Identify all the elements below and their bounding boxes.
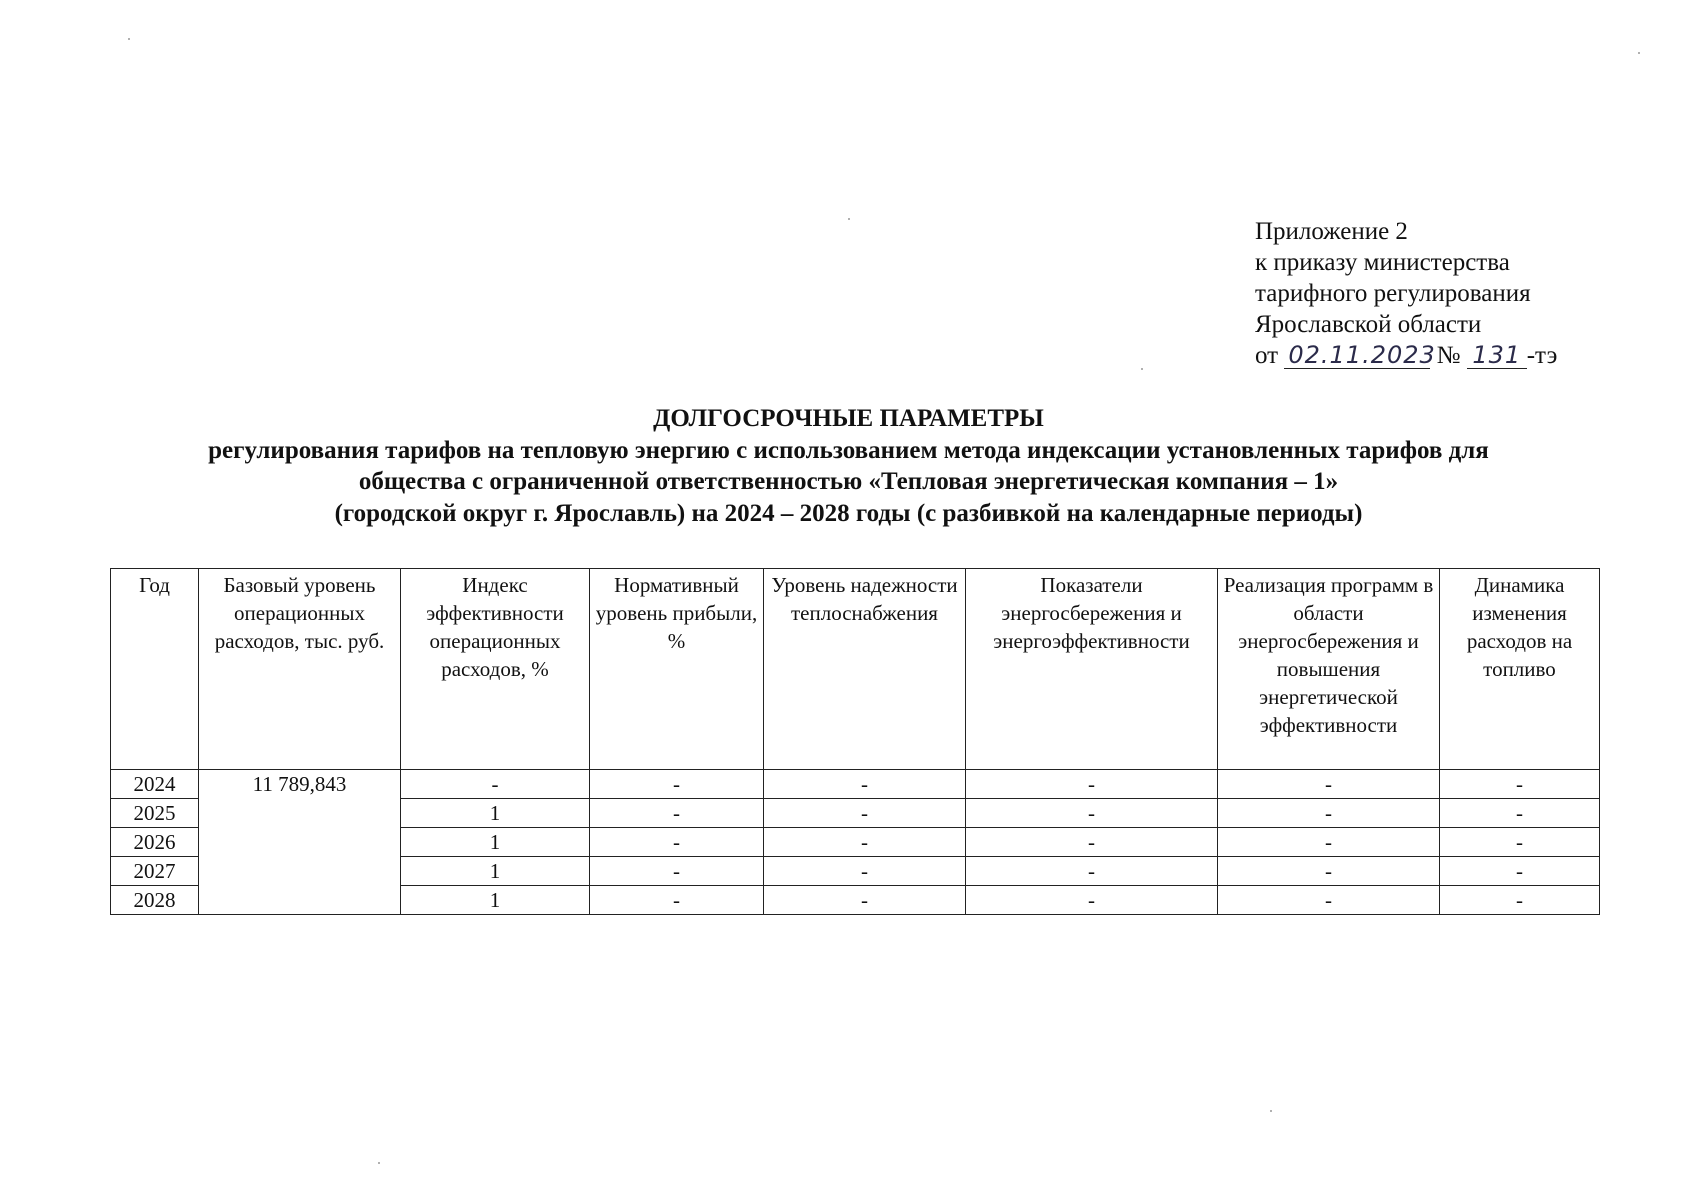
cell-index: 1 (401, 886, 590, 915)
cell-year: 2027 (111, 857, 199, 886)
document-title (100, 403, 1597, 529)
cell-fuel: - (1440, 799, 1600, 828)
table-header-row (111, 569, 1600, 770)
cell-savings: - (966, 828, 1218, 857)
table-row (111, 770, 1600, 799)
title-heading: ДОЛГОСРОЧНЫЕ ПАРАМЕТРЫ (653, 405, 1044, 432)
cell-savings: - (966, 799, 1218, 828)
appendix-line-2: к приказу министерства (1255, 249, 1510, 276)
cell-reliability: - (764, 770, 966, 799)
cell-savings: - (966, 886, 1218, 915)
parameters-table (110, 568, 1600, 915)
cell-reliability: - (764, 857, 966, 886)
cell-savings: - (966, 857, 1218, 886)
title-line-3: (городской округ г. Ярославль) на 2024 – 2028 годы (с разбивкой на календарные периоды) (334, 499, 1363, 527)
cell-profit: - (590, 886, 764, 915)
cell-year: 2024 (111, 770, 199, 799)
header-programs: Реализация программ в области энергосбережения и повышения энергетической эффективности (1218, 569, 1440, 770)
scan-speck (848, 218, 850, 220)
cell-reliability: - (764, 828, 966, 857)
appendix-number-sign: № (1436, 342, 1461, 369)
cell-fuel: - (1440, 828, 1600, 857)
scan-speck (378, 1162, 380, 1164)
order-date-handwritten: 02.11.2023 (1284, 342, 1430, 369)
title-line-1: регулирования тарифов на тепловую энергию с использованием метода индексации установленных тарифов для (208, 436, 1489, 464)
header-energy-saving: Показатели энергосбережения и энергоэффективности (966, 569, 1218, 770)
cell-programs: - (1218, 770, 1440, 799)
cell-reliability: - (764, 799, 966, 828)
appendix-line-3: тарифного регулирования (1255, 280, 1531, 307)
cell-savings: - (966, 770, 1218, 799)
scan-speck (128, 38, 130, 40)
cell-programs: - (1218, 799, 1440, 828)
header-base-level: Базовый уровень операционных расходов, тыс. руб. (199, 569, 401, 770)
order-number-handwritten: 131 (1467, 342, 1527, 369)
cell-fuel: - (1440, 770, 1600, 799)
cell-programs: - (1218, 886, 1440, 915)
scan-speck (1270, 1110, 1272, 1112)
header-fuel-dynamics: Динамика изменения расходов на топливо (1440, 569, 1600, 770)
title-line-2: общества с ограниченной ответственностью «Тепловая энергетическая компания – 1» (358, 468, 1339, 495)
cell-fuel: - (1440, 886, 1600, 915)
cell-programs: - (1218, 828, 1440, 857)
cell-index: 1 (401, 799, 590, 828)
cell-profit: - (590, 799, 764, 828)
cell-index: - (401, 770, 590, 799)
appendix-block (1255, 216, 1557, 371)
cell-base-level: 11 789,843 (199, 770, 401, 915)
scan-speck (1141, 368, 1143, 370)
appendix-number-suffix: -тэ (1526, 342, 1558, 369)
cell-index: 1 (401, 828, 590, 857)
header-reliability: Уровень надежности теплоснабжения (764, 569, 966, 770)
header-efficiency-index: Индекс эффективности операционных расходов, % (401, 569, 590, 770)
cell-index: 1 (401, 857, 590, 886)
cell-year: 2026 (111, 828, 199, 857)
cell-profit: - (590, 770, 764, 799)
appendix-line-4: Ярославской области (1255, 311, 1482, 338)
cell-fuel: - (1440, 857, 1600, 886)
header-year: Год (111, 569, 199, 770)
appendix-from-label: от (1255, 342, 1279, 369)
appendix-line-1: Приложение 2 (1255, 218, 1408, 245)
scan-speck (1638, 52, 1640, 54)
cell-year: 2025 (111, 799, 199, 828)
header-profit-level: Нормативный уровень прибыли, % (590, 569, 764, 770)
cell-profit: - (590, 828, 764, 857)
cell-programs: - (1218, 857, 1440, 886)
appendix-order-line (1255, 340, 1557, 371)
cell-year: 2028 (111, 886, 199, 915)
cell-profit: - (590, 857, 764, 886)
cell-reliability: - (764, 886, 966, 915)
